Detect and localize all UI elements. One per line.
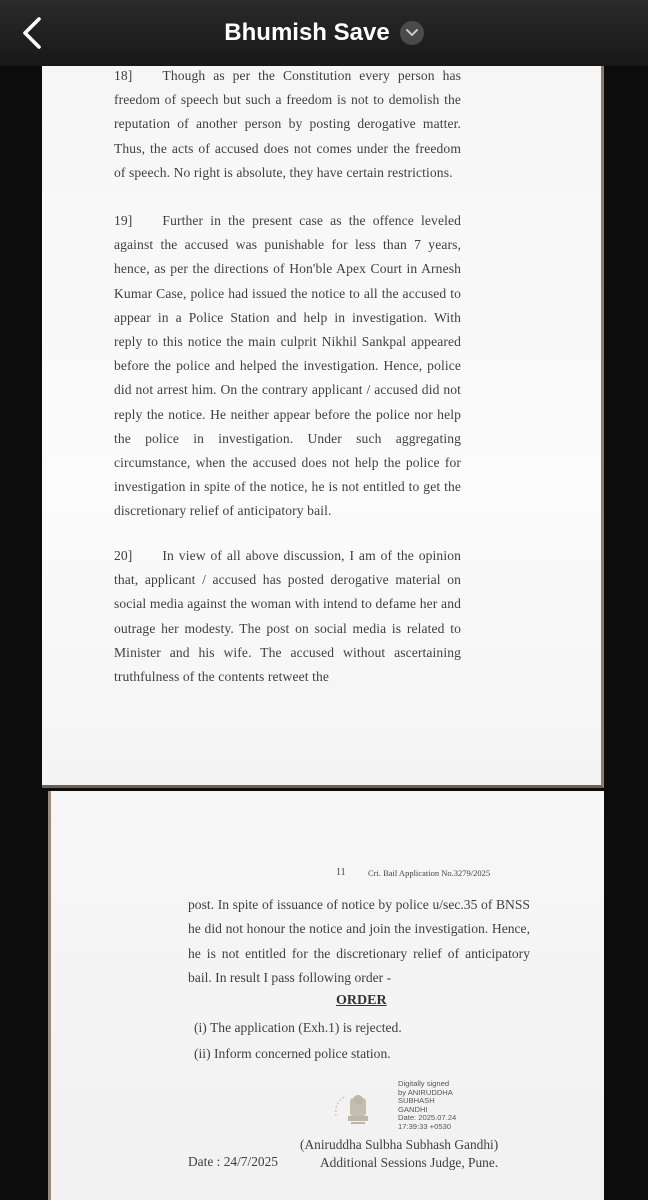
paragraph-text: Further in the present case as the offence leveled against the accused was punishable for less than 7 years, hence, as per the directions of Hon'ble Apex Court in Arnesh Kumar Case, police had issued the notice to all the accused to appear in a Police Station and help in investigation. With reply to this notice the main culprit Nikhil Sankpal appeared before the police and helped the investigation. Hence, police did not arrest him. On the contrary applicant / accused did not reply the notice. He neither appear before the police nor help the police in investigation. Under such aggregating circumstance, when the accused does not help the police for investigation in spite of the notice, he is not entitled to get the discretionary relief of anticipatory bail. bbox=[114, 213, 461, 519]
page-title: Bhumish Save bbox=[224, 19, 390, 46]
paragraph-19 bbox=[114, 209, 461, 524]
chevron-down-icon[interactable] bbox=[400, 21, 424, 45]
paragraph-20 bbox=[114, 544, 461, 689]
order-date: Date : 24/7/2025 bbox=[188, 1154, 279, 1169]
order-item-2: (ii) Inform concerned police station. bbox=[194, 1046, 391, 1061]
paragraph-text: In view of all above discussion, I am of the opinion that, applicant / accused has posted derogative material on social media against the woman with intend to defame her and outrage her modesty. The post on social media is related to Minister and his wife. The accused without ascertaining truthfulness of the contents retweet the bbox=[114, 548, 461, 685]
paragraph-number: 18] bbox=[114, 68, 133, 83]
top-bar bbox=[0, 0, 648, 66]
order-item-1: (i) The application (Exh.1) is rejected. bbox=[194, 1020, 402, 1035]
paragraph-number: 20] bbox=[114, 548, 133, 563]
paragraph-number: 19] bbox=[114, 213, 133, 228]
page-number: 11 bbox=[336, 867, 346, 878]
judge-name: (Aniruddha Sulbha Subhash Gandhi) bbox=[300, 1137, 499, 1152]
title-area[interactable] bbox=[0, 0, 648, 66]
digital-signature: Digitally signed by ANIRUDDHA SUBHASH GANDHI Date: 2025.07.24 17:39:33 +0530 bbox=[398, 1079, 457, 1131]
emblem-seal-icon bbox=[330, 1090, 386, 1130]
judge-signature-block bbox=[300, 1136, 520, 1172]
paragraph-18 bbox=[114, 64, 461, 185]
judge-title: Additional Sessions Judge, Pune. bbox=[320, 1155, 499, 1170]
paragraph-text: Though as per the Constitution every person has freedom of speech but such a freedom is not to demolish the reputation of another person by posting derogative matter. Thus, the acts of accused does not comes under the freedom of speech. No right is absolute, they have certain restrictions. bbox=[114, 68, 461, 180]
continuation-paragraph: post. In spite of issuance of notice by police u/sec.35 of BNSS he did not honour the notice and join the investigation. Hence, he is not entitled for the discretionary relief of anticipatory bail. In result I pass following order - bbox=[188, 897, 530, 986]
order-heading: ORDER bbox=[336, 993, 387, 1008]
case-number: Cri. Bail Application No.3279/2025 bbox=[368, 868, 491, 878]
